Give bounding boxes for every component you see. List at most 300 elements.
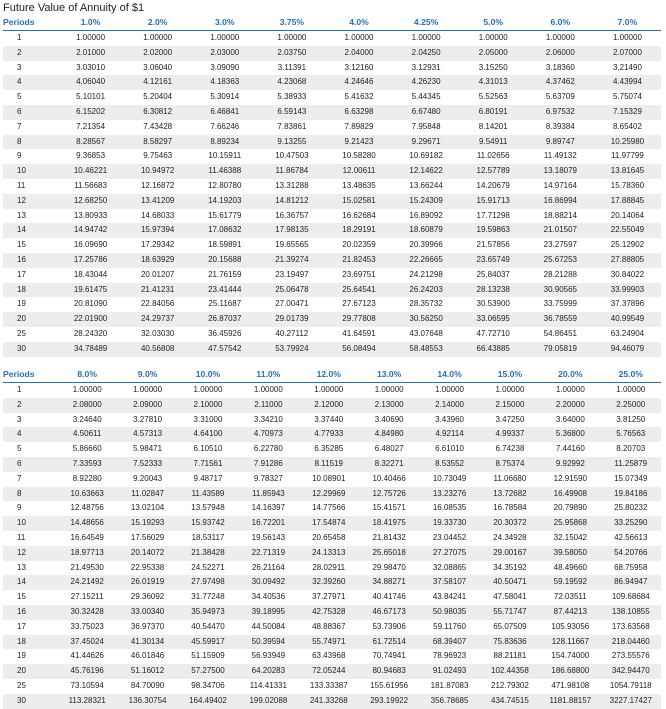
- value-cell: 15.07349: [614, 473, 648, 483]
- value-cell: 15.91713: [460, 194, 527, 209]
- value-cell: 53.79924: [258, 342, 325, 357]
- value-cell: 22.84056: [140, 299, 175, 309]
- table-row: [3, 238, 661, 253]
- value-cell: 48.88367: [312, 621, 346, 631]
- value-cell: 24.29737: [124, 312, 191, 327]
- period-cell: 6: [3, 105, 57, 120]
- value-cell: 34.40536: [251, 592, 286, 602]
- value-cell: 9.21423: [325, 135, 392, 150]
- value-cell: 26.01919: [117, 575, 177, 590]
- value-cell: 11.25879: [601, 457, 661, 472]
- value-cell: 18.59891: [208, 240, 242, 250]
- value-cell: 27.97498: [178, 575, 238, 590]
- value-cell: 10.63663: [57, 487, 117, 502]
- value-cell: 31.77248: [191, 592, 225, 602]
- value-cell: 33.99903: [594, 283, 661, 298]
- value-cell: 2.02000: [124, 46, 191, 61]
- rate-header: 4.0%: [325, 14, 392, 31]
- table-row: [3, 531, 661, 546]
- value-cell: 1.00000: [495, 385, 525, 394]
- value-cell: 29.77808: [325, 312, 392, 327]
- value-cell: 20.14072: [117, 546, 177, 561]
- value-cell: 8.65402: [612, 121, 642, 131]
- value-cell: 45.59917: [178, 635, 238, 650]
- value-cell: 3.03010: [76, 62, 106, 72]
- value-cell: 9.13255: [258, 135, 325, 150]
- period-cell: 7: [17, 121, 22, 131]
- value-cell: 41.64591: [342, 328, 376, 338]
- value-cell: 20.39966: [409, 240, 443, 250]
- value-cell: 33.75023: [70, 621, 104, 631]
- value-cell: 58.48553: [393, 342, 460, 357]
- period-cell: 16: [3, 253, 57, 268]
- value-cell: 79.05819: [527, 342, 594, 357]
- value-cell: 68.75958: [614, 562, 648, 572]
- value-cell: 4.43994: [594, 75, 661, 90]
- value-cell: 87.44213: [540, 605, 600, 620]
- value-cell: 10.58280: [342, 151, 376, 161]
- value-cell: 39.58050: [540, 546, 600, 561]
- period-cell: 16: [3, 605, 57, 620]
- value-cell: 29.01739: [258, 312, 325, 327]
- value-cell: 138.10855: [601, 605, 661, 620]
- table-row: [3, 487, 661, 502]
- value-cell: 2.14000: [419, 398, 479, 413]
- period-cell: 12: [3, 546, 57, 561]
- value-cell: 7.15329: [594, 105, 661, 120]
- value-cell: 12.14622: [393, 164, 460, 179]
- period-cell: 17: [17, 621, 26, 631]
- value-cell: 434.74515: [480, 694, 540, 709]
- value-cell: 2.07000: [594, 46, 661, 61]
- table-row: [3, 605, 661, 620]
- period-cell: 17: [17, 269, 26, 279]
- value-cell: 21.41231: [124, 283, 191, 298]
- rate-header: 5.0%: [460, 14, 527, 31]
- value-cell: 9.89747: [527, 135, 594, 150]
- table-row: [3, 620, 661, 635]
- table-row: [3, 501, 661, 516]
- value-cell: 13.31288: [275, 180, 309, 190]
- value-cell: 14.20679: [476, 180, 510, 190]
- value-cell: 28.21288: [543, 269, 577, 279]
- table-row: [3, 283, 661, 298]
- value-cell: 11.85943: [238, 487, 298, 502]
- value-cell: 14.81212: [258, 194, 325, 209]
- rate-header: 10.0%: [178, 366, 238, 383]
- value-cell: 2.04250: [393, 46, 460, 61]
- value-cell: 25.67253: [527, 253, 594, 268]
- value-cell: 9.75463: [143, 151, 173, 161]
- value-cell: 5.20404: [143, 92, 173, 102]
- value-cell: 1.00000: [545, 33, 575, 42]
- value-cell: 4.84980: [359, 427, 419, 442]
- value-cell: 2.10000: [178, 398, 238, 413]
- value-cell: 1.00000: [344, 33, 374, 42]
- rate-header: 1.0%: [57, 14, 124, 31]
- value-cell: 2.08000: [57, 398, 117, 413]
- value-cell: 14.68033: [140, 210, 175, 220]
- value-cell: 72.05244: [299, 664, 359, 679]
- value-cell: 11.06680: [493, 473, 527, 483]
- value-cell: 10.69182: [409, 151, 443, 161]
- value-cell: 1.00000: [193, 385, 223, 394]
- value-cell: 17.71298: [476, 210, 510, 220]
- period-cell: 13: [17, 562, 26, 572]
- value-cell: 27.88805: [594, 253, 661, 268]
- value-cell: 2.03000: [191, 46, 258, 61]
- period-cell: 19: [17, 299, 26, 309]
- value-cell: 4.26230: [393, 75, 460, 90]
- value-cell: 34.88271: [359, 575, 419, 590]
- value-cell: 18.43044: [73, 269, 108, 279]
- value-cell: 471.98108: [551, 680, 590, 690]
- value-cell: 43.84241: [432, 592, 467, 602]
- table-row: [3, 90, 661, 105]
- value-cell: 56.93949: [251, 651, 286, 661]
- value-cell: 21.38428: [178, 546, 238, 561]
- value-cell: 17.25786: [57, 253, 124, 268]
- value-cell: 2.06000: [527, 46, 594, 61]
- value-cell: 9.78327: [253, 473, 283, 483]
- value-cell: 37.37896: [610, 299, 645, 309]
- value-cell: 6.35285: [314, 444, 344, 454]
- value-cell: 25.12902: [610, 240, 645, 250]
- value-cell: 18.63929: [124, 253, 191, 268]
- table-row: [3, 179, 661, 194]
- table-header-row: [3, 14, 661, 31]
- value-cell: 15.78360: [610, 180, 645, 190]
- value-cell: 73.10594: [70, 680, 104, 690]
- value-cell: 2.09000: [117, 398, 177, 413]
- value-cell: 16.78584: [493, 503, 527, 513]
- value-cell: 22.95338: [130, 562, 165, 572]
- value-cell: 56.08494: [325, 342, 392, 357]
- period-cell: 30: [3, 694, 57, 709]
- period-cell: 13: [17, 210, 26, 220]
- value-cell: 5.44345: [411, 92, 441, 102]
- value-cell: 11.43589: [178, 487, 238, 502]
- value-cell: 11.56683: [74, 180, 107, 190]
- value-cell: 5.30914: [210, 92, 240, 102]
- value-cell: 30.84022: [610, 269, 645, 279]
- value-cell: 7.83861: [277, 121, 307, 131]
- value-cell: 17.08632: [191, 223, 258, 238]
- value-cell: 5.41632: [344, 92, 374, 102]
- value-cell: 155.61956: [370, 680, 409, 690]
- period-cell: 5: [17, 92, 22, 102]
- value-cell: 5.75074: [612, 92, 642, 102]
- value-cell: 25.64541: [325, 283, 392, 298]
- value-cell: 16.49908: [540, 487, 600, 502]
- rate-header: 8.0%: [57, 366, 117, 383]
- value-cell: 59.19592: [540, 575, 600, 590]
- value-cell: 25.06478: [258, 283, 325, 298]
- value-cell: 41.44626: [70, 651, 104, 661]
- value-cell: 102.44358: [480, 664, 540, 679]
- value-cell: 2.15000: [480, 398, 540, 413]
- periods-header: Periods: [3, 366, 57, 383]
- value-cell: 37.45024: [57, 635, 117, 650]
- value-cell: 80.94683: [359, 664, 419, 679]
- value-cell: 6.97532: [527, 105, 594, 120]
- period-cell: 3: [17, 62, 22, 72]
- value-cell: 33.25290: [601, 516, 661, 531]
- value-cell: 10.73049: [432, 473, 467, 483]
- value-cell: 7.71561: [178, 457, 238, 472]
- value-cell: 33.06595: [460, 312, 527, 327]
- period-cell: 3: [17, 414, 22, 424]
- table-row: [3, 164, 661, 179]
- value-cell: 16.64549: [70, 532, 104, 542]
- value-cell: 39.18995: [238, 605, 298, 620]
- value-cell: 18.29191: [325, 223, 392, 238]
- value-cell: 78.96923: [432, 651, 467, 661]
- value-cell: 75.83636: [480, 635, 540, 650]
- value-cell: 13.41209: [124, 194, 191, 209]
- value-cell: 4.06040: [57, 75, 124, 90]
- period-cell: 2: [3, 398, 57, 413]
- value-cell: 114.41331: [249, 680, 287, 690]
- value-cell: 25.65018: [359, 546, 419, 561]
- value-cell: 2.20000: [540, 398, 600, 413]
- value-cell: 14.19203: [191, 194, 258, 209]
- value-cell: 9.48717: [193, 473, 223, 483]
- value-cell: 32.03030: [140, 328, 175, 338]
- value-cell: 21.49530: [70, 562, 104, 572]
- value-cell: 3.18360: [545, 62, 575, 72]
- value-cell: 33.00340: [117, 605, 177, 620]
- table-row: [3, 209, 661, 224]
- value-cell: 1.00000: [314, 385, 344, 394]
- value-cell: 19.84186: [601, 487, 661, 502]
- value-cell: 24.21298: [409, 269, 443, 279]
- value-cell: 50.39594: [238, 635, 298, 650]
- value-cell: 10.46221: [57, 164, 124, 179]
- table-row: [3, 413, 661, 428]
- value-cell: 7.33593: [57, 457, 117, 472]
- value-cell: 7.21354: [76, 121, 106, 131]
- value-cell: 109.68684: [611, 592, 650, 602]
- rate-header: 12.0%: [299, 366, 359, 383]
- value-cell: 7.95848: [411, 121, 441, 131]
- period-cell: 1: [17, 33, 22, 42]
- value-cell: 14.16397: [251, 503, 286, 513]
- value-cell: 13.48635: [342, 180, 376, 190]
- value-cell: 21.39274: [258, 253, 325, 268]
- period-cell: 25: [17, 328, 26, 338]
- value-cell: 4.77933: [299, 427, 359, 442]
- value-cell: 1.00000: [374, 385, 404, 394]
- value-cell: 25.84037: [476, 269, 510, 279]
- value-cell: 32.39260: [299, 575, 359, 590]
- value-cell: 4.31013: [460, 75, 527, 90]
- period-cell: 8: [3, 487, 57, 502]
- value-cell: 21.82453: [325, 253, 392, 268]
- value-cell: 41.30134: [117, 635, 177, 650]
- value-cell: 20.79890: [553, 503, 587, 513]
- table-row: [3, 664, 661, 679]
- value-cell: 2.25000: [601, 398, 661, 413]
- value-cell: 32.15042: [553, 532, 587, 542]
- period-cell: 20: [3, 664, 57, 679]
- value-cell: 30.56250: [393, 312, 460, 327]
- value-cell: 1.00000: [76, 33, 106, 42]
- annuity-table-high-rates: [3, 366, 661, 709]
- value-cell: 33.75999: [543, 299, 577, 309]
- value-cell: 10.08901: [312, 473, 346, 483]
- value-cell: 29.00167: [480, 546, 540, 561]
- table-row: [3, 398, 661, 413]
- value-cell: 13.57948: [191, 503, 225, 513]
- value-cell: 3.40690: [374, 414, 404, 424]
- period-cell: 18: [3, 283, 57, 298]
- value-cell: 17.56029: [130, 532, 165, 542]
- value-cell: 3.21490: [612, 62, 642, 72]
- value-cell: 181.87083: [430, 680, 469, 690]
- value-cell: 12.91590: [553, 473, 587, 483]
- value-cell: 8.39384: [545, 121, 575, 131]
- value-cell: 20.65458: [312, 532, 346, 542]
- value-cell: 23.19497: [275, 269, 309, 279]
- value-cell: 6.15202: [57, 105, 124, 120]
- value-cell: 94.46079: [594, 342, 661, 357]
- value-cell: 17.88845: [594, 194, 661, 209]
- value-cell: 24.52271: [191, 562, 225, 572]
- rate-header: 25.0%: [601, 366, 661, 383]
- value-cell: 4.12161: [124, 75, 191, 90]
- period-cell: 11: [17, 180, 26, 190]
- value-cell: 1.00000: [478, 33, 508, 42]
- value-cell: 4.57313: [117, 427, 177, 442]
- value-cell: 6.46841: [191, 105, 258, 120]
- table-row: [3, 268, 661, 283]
- table-row: [3, 635, 661, 650]
- table-row: [3, 312, 661, 327]
- value-cell: 5.36800: [540, 427, 600, 442]
- value-cell: 27.15211: [70, 592, 104, 602]
- value-cell: 40.50471: [480, 575, 540, 590]
- table-row: [3, 120, 661, 135]
- value-cell: 20.02359: [342, 240, 376, 250]
- value-cell: 70.74941: [372, 651, 406, 661]
- value-cell: 5.86660: [72, 444, 102, 454]
- rate-header: 3.0%: [191, 14, 258, 31]
- value-cell: 23.27597: [543, 240, 577, 250]
- value-cell: 4.18363: [191, 75, 258, 90]
- value-cell: 186.68800: [540, 664, 600, 679]
- value-cell: 14.48656: [57, 516, 117, 531]
- value-cell: 57.27500: [178, 664, 238, 679]
- value-cell: 4.23068: [258, 75, 325, 90]
- value-cell: 273.55576: [611, 651, 650, 661]
- value-cell: 15.41571: [372, 503, 406, 513]
- table-row: [3, 31, 661, 46]
- value-cell: 10.94972: [124, 164, 191, 179]
- rate-header: 3.75%: [258, 14, 325, 31]
- value-cell: 35.94973: [178, 605, 238, 620]
- value-cell: 88.21181: [493, 651, 527, 661]
- value-cell: 19.59863: [460, 223, 527, 238]
- value-cell: 6.48027: [374, 444, 404, 454]
- value-cell: 128.11667: [540, 635, 600, 650]
- rate-header: 9.0%: [117, 366, 177, 383]
- value-cell: 6.61010: [435, 444, 464, 454]
- table-row: [3, 135, 661, 150]
- table-row: [3, 327, 661, 342]
- period-cell: 9: [17, 151, 22, 161]
- value-cell: 13.18079: [527, 164, 594, 179]
- value-cell: 8.32271: [359, 457, 419, 472]
- value-cell: 20.81090: [73, 299, 108, 309]
- value-cell: 164.49402: [178, 694, 238, 709]
- value-cell: 34.35192: [493, 562, 527, 572]
- value-cell: 25.80232: [614, 503, 648, 513]
- value-cell: 22.26665: [393, 253, 460, 268]
- period-cell: 14: [3, 223, 57, 238]
- value-cell: 55.74971: [299, 635, 359, 650]
- period-cell: 20: [3, 312, 57, 327]
- value-cell: 20.01207: [140, 269, 175, 279]
- value-cell: 12.68250: [57, 194, 124, 209]
- value-cell: 2.04000: [325, 46, 392, 61]
- value-cell: 26.21164: [251, 562, 285, 572]
- value-cell: 1.00000: [555, 385, 585, 394]
- value-cell: 68.39407: [419, 635, 479, 650]
- period-cell: 30: [3, 342, 57, 357]
- value-cell: 9.54911: [460, 135, 527, 150]
- value-cell: 30.32428: [57, 605, 117, 620]
- value-cell: 23.41444: [191, 283, 258, 298]
- value-cell: 23.04452: [432, 532, 467, 542]
- value-cell: 3.34210: [253, 414, 283, 424]
- value-cell: 133.33387: [309, 680, 348, 690]
- rate-header: 13.0%: [359, 366, 419, 383]
- value-cell: 13.66244: [409, 180, 443, 190]
- value-cell: 7.89829: [344, 121, 374, 131]
- periods-header: Periods: [3, 14, 57, 31]
- value-cell: 65.07509: [493, 621, 527, 631]
- value-cell: 6.22780: [253, 444, 283, 454]
- value-cell: 199.02088: [238, 694, 298, 709]
- value-cell: 1.00000: [411, 33, 441, 42]
- value-cell: 21.81432: [372, 532, 406, 542]
- value-cell: 48.49660: [553, 562, 587, 572]
- value-cell: 34.78489: [57, 342, 124, 357]
- period-cell: 25: [17, 680, 26, 690]
- value-cell: 64.20283: [238, 664, 298, 679]
- value-cell: 21.57856: [476, 240, 510, 250]
- value-cell: 22.01900: [57, 312, 124, 327]
- value-cell: 12.48756: [70, 503, 104, 513]
- value-cell: 13.02104: [130, 503, 165, 513]
- value-cell: 17.54874: [299, 516, 359, 531]
- value-cell: 13.80933: [73, 210, 108, 220]
- value-cell: 7.44160: [555, 444, 585, 454]
- value-cell: 26.87037: [191, 312, 258, 327]
- table-row: [3, 223, 661, 238]
- value-cell: 25.11687: [208, 299, 242, 309]
- value-cell: 15.24309: [393, 194, 460, 209]
- rate-header: 6.0%: [527, 14, 594, 31]
- value-cell: 40.56808: [124, 342, 191, 357]
- value-cell: 8.92280: [72, 473, 102, 483]
- value-cell: 5.10101: [76, 92, 106, 102]
- value-cell: 3.37440: [314, 414, 344, 424]
- value-cell: 66.43885: [460, 342, 527, 357]
- value-cell: 356.78685: [419, 694, 479, 709]
- value-cell: 1.00000: [277, 33, 307, 42]
